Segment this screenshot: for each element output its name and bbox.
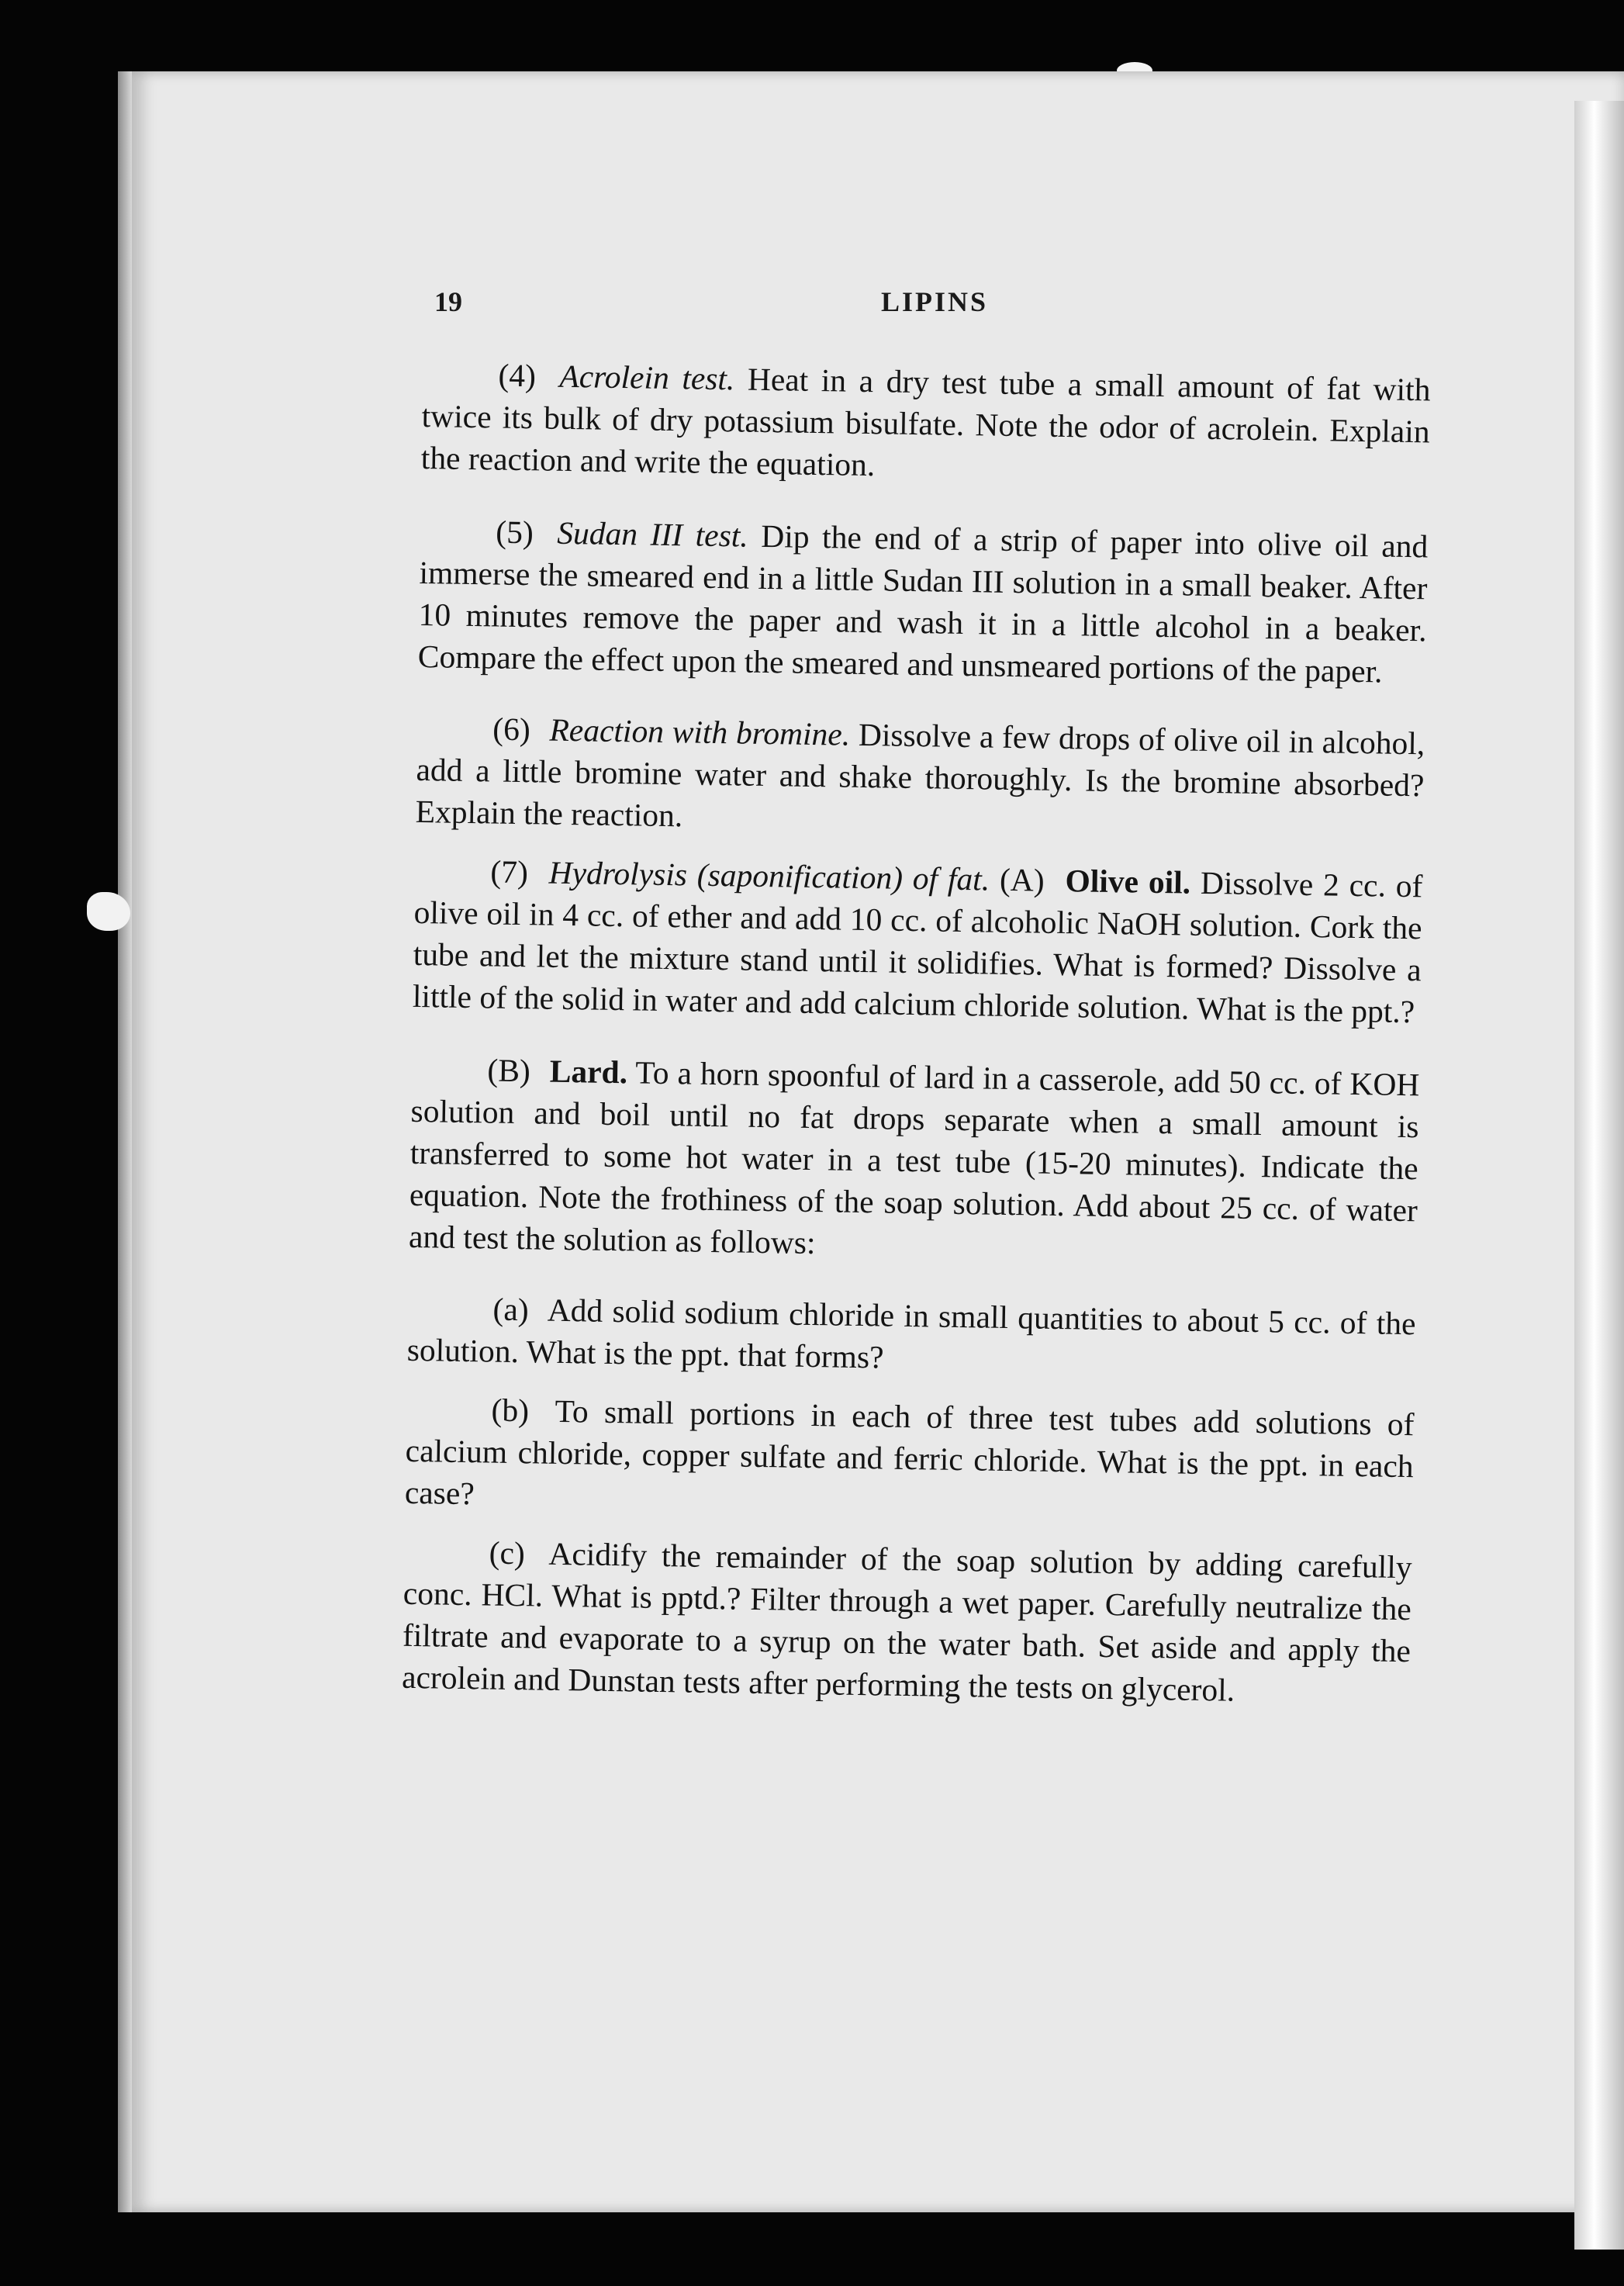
chapter-title: LIPINS (881, 286, 989, 317)
item-text: Dissolve 2 cc. of olive oil in 4 cc. of ether and add 10 cc. of alcoholic NaOH solution. Cork the tube and let the mixture stand until it solidifies. What is formed? Dissolve a little of the solid in water and add calcium chloride solution. What is the ppt.? (412, 864, 1423, 1030)
item-text: Add solid sodium chloride in small quantities to about 5 cc. of the solution. What is the ppt. that forms? (406, 1292, 1416, 1375)
item-number: (c) (489, 1534, 526, 1572)
item-title: Hydrolysis (saponification) of fat. (548, 854, 990, 897)
subitem-title: Olive oil. (1065, 863, 1191, 901)
item-number: (a) (492, 1291, 530, 1328)
item-title: Sudan III test. (557, 514, 749, 554)
paragraph-hydrolysis (413, 849, 1423, 1032)
item-text: To a horn spoonful of lard in a casserole, add 50 cc. of KOH solution and boil until no fat drops separate when a small amount is transferred to some hot water in a test tube (15-20 minutes). Indicate the equation. Note the frothiness of the soap solution. Add about 25 cc. of water and test the solution as follows: (408, 1054, 1420, 1261)
item-number: (5) (496, 514, 534, 551)
page-body (401, 353, 1431, 1743)
paragraph-test-a (406, 1287, 1416, 1386)
scan-smudge (87, 892, 130, 931)
item-text: Acidify the remainder of the soap solution by adding carefully conc. HCl. What is pptd.? Filter through a wet paper. Carefully neutralize the filtrate and evaporate to a syrup on the water bath. Set aside and apply the acrolein and Dunstan tests after performing the tests on glycerol. (401, 1535, 1412, 1708)
page-fore-edge (1574, 101, 1624, 2250)
paragraph-acrolein-test (420, 353, 1430, 494)
page-binding-edge (118, 71, 132, 2212)
item-text: Heat in a dry test tube a small amount of fat with twice its bulk of dry potassium bisulfate. Note the odor of acrolein. Explain the reaction and write the equation. (420, 361, 1431, 483)
page-number: 19 (434, 286, 462, 317)
item-title: Reaction with bromine. (549, 711, 851, 752)
item-number: (B) (487, 1052, 531, 1089)
item-number: (7) (490, 853, 529, 891)
subitem-number: (A) (999, 861, 1045, 898)
item-number: (4) (498, 357, 537, 394)
item-text: Dissolve a few drops of olive oil in alcohol, add a little bromine water and shake thoroughly. Is the bromine absorbed? Explain the reaction. (415, 716, 1425, 834)
paragraph-bromine-reaction (415, 707, 1425, 848)
item-text: Dip the end of a strip of paper into olive oil and immerse the smeared end in a little Sudan III solution in a small beaker. After 10 minutes remove the paper and wash it in a little alcohol in a beaker. Compare the effect upon the smeared and unsmeared portions of the paper. (417, 517, 1429, 690)
item-title: Lard. (549, 1053, 628, 1091)
item-text: To small portions in each of three test tubes add solutions of calcium chloride, copper sulfate and ferric chloride. What is the ppt. in each case? (404, 1392, 1415, 1512)
item-number: (b) (491, 1392, 530, 1429)
paragraph-lard (409, 1048, 1420, 1273)
paragraph-test-c (402, 1530, 1412, 1714)
item-title: Acrolein test. (559, 358, 735, 397)
paragraph-test-b (405, 1388, 1415, 1529)
paragraph-sudan-test (417, 510, 1428, 693)
item-number: (6) (492, 711, 531, 748)
